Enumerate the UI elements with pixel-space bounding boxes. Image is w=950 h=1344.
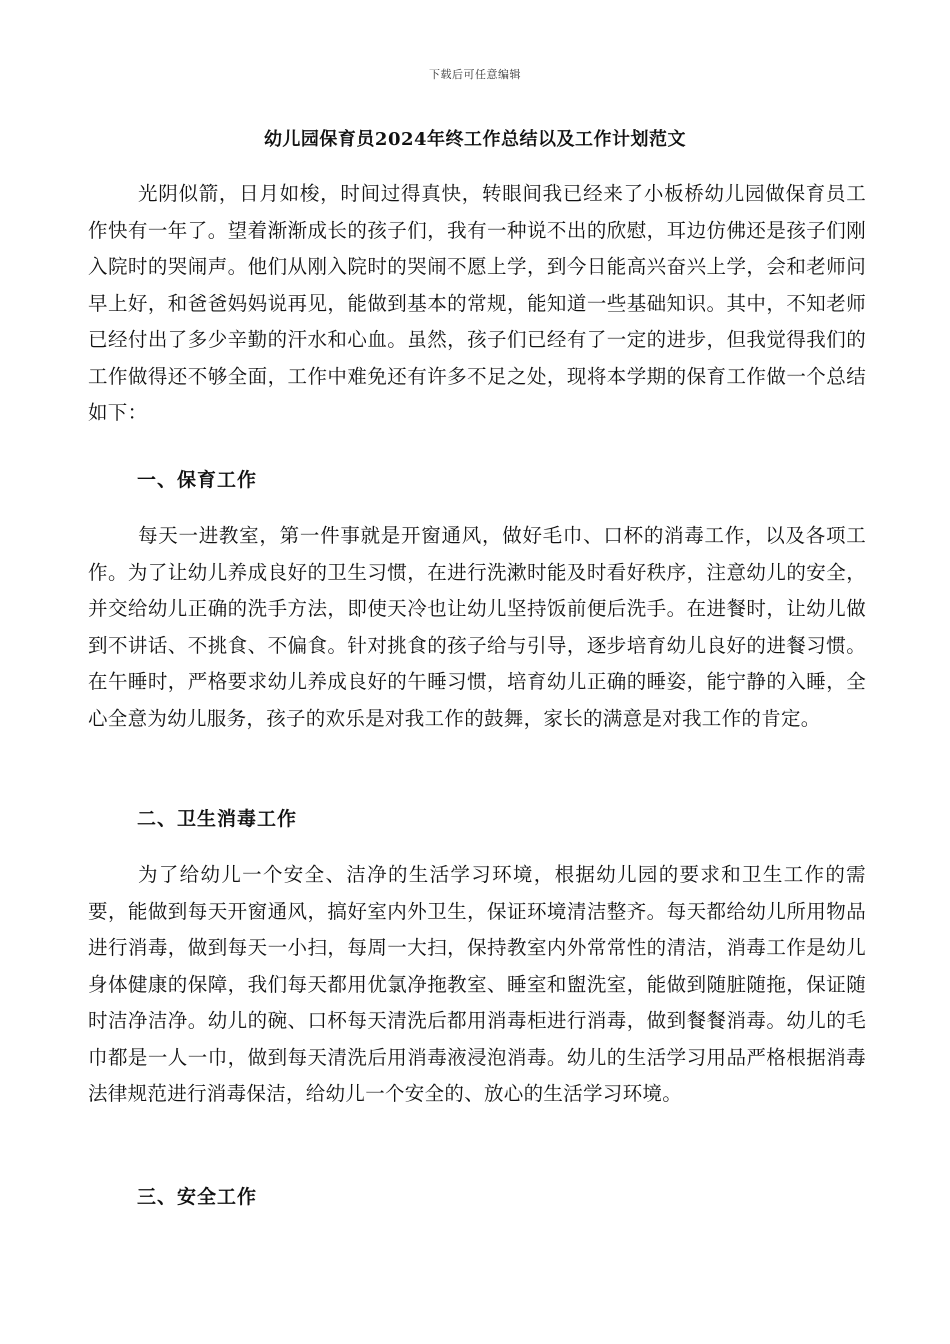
section-heading-safety: 三、安全工作 — [137, 1186, 258, 1208]
section-paragraph-childcare: 每天一进教室，第一件事就是开窗通风，做好毛巾、口杯的消毒工作，以及各项工作。为了让幼儿养成良好的卫生习惯，在进行洗漱时能及时看好秩序，注意幼儿的安全，并交给幼儿正确的洗手方法，即使天冷也让幼儿坚持饭前便后洗手。在进餐时，让幼儿做到不讲话、不挑食、不偏食。针对挑食的孩子给与引导，逐步培育幼儿良好的进餐习惯。在午睡时，严格要求幼儿养成良好的午睡习惯，培育幼儿正确的睡姿，能宁静的入睡，全心全意为幼儿服务，孩子的欢乐是对我工作的鼓舞，家长的满意是对我工作的肯定。 — [88, 524, 866, 730]
section-heading-hygiene: 二、卫生消毒工作 — [137, 808, 298, 830]
header-note: 下载后可任意编辑 — [429, 68, 521, 81]
document-title: 幼儿园保育员2024年终工作总结以及工作计划范文 — [263, 129, 687, 150]
section-heading-childcare: 一、保育工作 — [137, 469, 258, 491]
intro-paragraph: 光阴似箭，日月如梭，时间过得真快，转眼间我已经来了小板桥幼儿园做保育员工作快有一年了。望着渐渐成长的孩子们，我有一种说不出的欣慰，耳边仿佛还是孩子们刚入院时的哭闹声。他们从刚入院时的哭闹不愿上学，到今日能高兴奋兴上学，会和老师问早上好，和爸爸妈妈说再见，能做到基本的常规，能知道一些基础知识。其中，不知老师已经付出了多少辛勤的汗水和心血。虽然，孩子们已经有了一定的进步，但我觉得我们的工作做得还不够全面，工作中难免还有许多不足之处，现将本学期的保育工作做一个总结如下： — [88, 182, 866, 424]
section-paragraph-hygiene: 为了给幼儿一个安全、洁净的生活学习环境，根据幼儿园的要求和卫生工作的需要，能做到每天开窗通风，搞好室内外卫生，保证环境清洁整齐。每天都给幼儿所用物品进行消毒，做到每天一小扫，每周一大扫，保持教室内外常常性的清洁，消毒工作是幼儿身体健康的保障，我们每天都用优氯净拖教室、睡室和盥洗室，能做到随脏随拖，保证随时洁净洁净。幼儿的碗、口杯每天清洗后都用消毒柜进行消毒，做到餐餐消毒。幼儿的毛巾都是一人一巾，做到每天清洗后用消毒液浸泡消毒。幼儿的生活学习用品严格根据消毒法律规范进行消毒保洁，给幼儿一个安全的、放心的生活学习环境。 — [88, 863, 866, 1105]
